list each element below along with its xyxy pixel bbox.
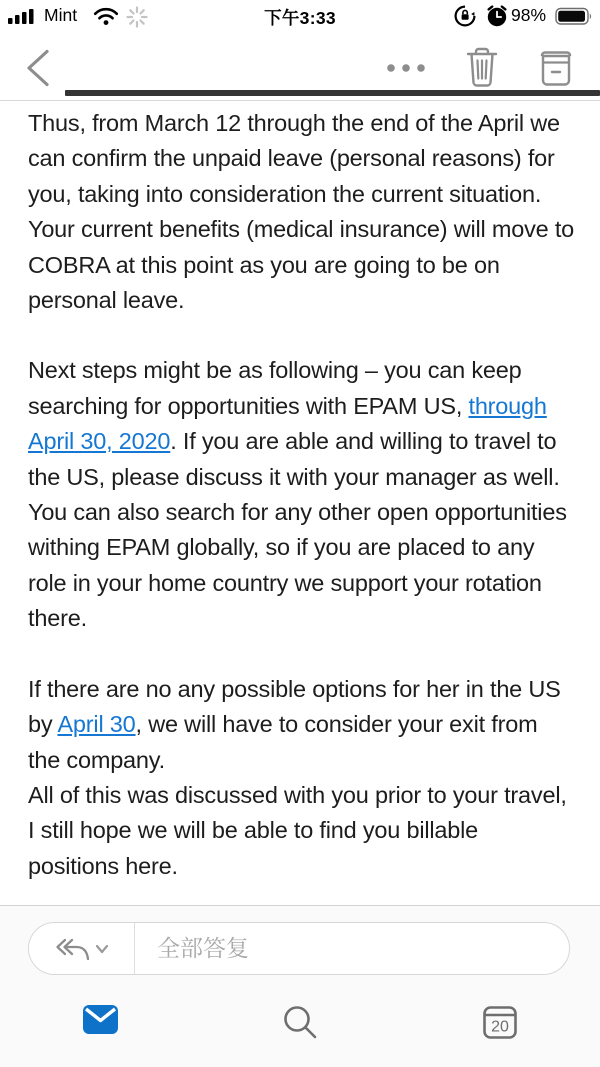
email-paragraph xyxy=(28,353,575,636)
clipped-scrolled-text xyxy=(65,90,600,96)
email-text-run: Thus, from March 12 through the end of the April we can confirm the unpaid leave (personal reasons) for you, taking into consideration the current situation. Your current benefits (medical insurance) will move to COBRA at this point as you are going to be on personal leave. xyxy=(28,110,575,314)
back-chevron-icon xyxy=(23,48,53,88)
back-button[interactable] xyxy=(14,35,62,100)
tab-search[interactable] xyxy=(200,992,400,1067)
chevron-down-icon xyxy=(95,944,109,954)
more-ellipsis-icon xyxy=(383,62,429,74)
quick-reply-field[interactable] xyxy=(28,922,570,975)
archive-icon xyxy=(537,47,575,89)
search-icon xyxy=(282,1004,319,1041)
battery-percent-label: 98% xyxy=(511,5,547,25)
toolbar-divider xyxy=(0,100,600,101)
email-body xyxy=(28,106,575,884)
email-text-run: Next steps might be as following – you can keep searching for opportunities with EPAM US, xyxy=(28,357,522,419)
email-text-run: All of this was discussed with you prior to your travel, I still hope we will be able to find you billable positions here. xyxy=(28,781,567,879)
email-paragraph xyxy=(28,778,575,884)
calendar-day-label: 20 xyxy=(491,1018,509,1036)
mail-icon xyxy=(82,1004,119,1035)
reply-input[interactable] xyxy=(135,923,569,974)
email-paragraph xyxy=(28,672,575,778)
email-text-run: . If you are able and willing to travel to the US, please discuss it with your manager as well. You can also search for any other open opportunities withing EPAM globally, so if you are placed to any role in your home country we support your rotation there. xyxy=(28,428,567,632)
calendar-icon xyxy=(482,1004,518,1040)
tab-bar xyxy=(0,992,600,1067)
email-paragraph xyxy=(28,106,575,318)
trash-icon xyxy=(463,47,501,89)
email-link[interactable]: through April 30, 2020 xyxy=(28,392,547,455)
tab-mail[interactable] xyxy=(0,992,200,1067)
status-time: 下午3:33 xyxy=(264,8,336,28)
email-text-run: , we will have to consider your exit from the company. xyxy=(28,711,538,773)
tab-calendar[interactable] xyxy=(400,992,600,1067)
email-link[interactable]: April 30 xyxy=(57,711,136,738)
reply-mode-button[interactable] xyxy=(29,923,135,974)
reply-all-icon xyxy=(55,936,89,962)
email-text-run: If there are no any possible options for her in the US by xyxy=(28,675,561,738)
carrier-label: Mint xyxy=(44,5,78,25)
